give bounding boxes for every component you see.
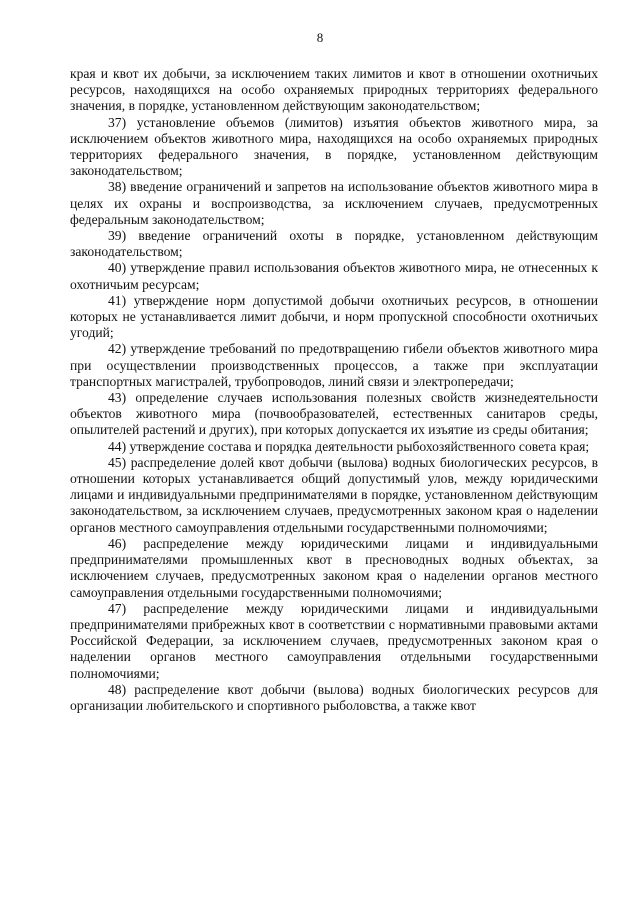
- document-body: [70, 66, 598, 714]
- paragraph-item-46: 46) распределение между юридическими лицами и индивидуальными предпринимателями промышленных квот в пресноводных водных объектах, за исключением случаев, предусмотренных законом края о наделении органов местного самоуправления отдельными государственными полномочиями;: [70, 535, 598, 600]
- paragraph-item-47: 47) распределение между юридическими лицами и индивидуальными предпринимателями прибрежных квот в соответствии с нормативными правовыми актами Российской Федерации, за исключением случаев, предусмотренных законом края о наделении органов местного самоуправления отдельными государственными полномочиями;: [70, 600, 598, 681]
- paragraph-item-41: 41) утверждение норм допустимой добычи охотничьих ресурсов, в отношении которых не устанавливается лимит добычи, и норм пропускной способности охотничьих угодий;: [70, 292, 598, 341]
- paragraph-item-42: 42) утверждение требований по предотвращению гибели объектов животного мира при осуществлении производственных процессов, а также при эксплуатации транспортных магистралей, трубопроводов, линий связи и электропередачи;: [70, 341, 598, 389]
- paragraph-item-38: 38) введение ограничений и запретов на использование объектов животного мира в целях их охраны и воспроизводства, за исключением случаев, предусмотренных федеральным законодательством;: [70, 179, 598, 227]
- paragraph-continuation: края и квот их добычи, за исключением таких лимитов и квот в отношении охотничьих ресурсов, находящихся на особо охраняемых природных территориях федерального значения, в порядке, установленном действующим законодательством;: [70, 66, 598, 114]
- paragraph-item-48: 48) распределение квот добычи (вылова) водных биологических ресурсов для организации любительского и спортивного рыболовства, а также квот: [70, 681, 598, 713]
- paragraph-item-43: 43) определение случаев использования полезных свойств жизнедеятельности объектов животного мира (почвообразователей, естественных санитаров среды, опылителей растений и других), при которых допускается их изъятие из среды обитания;: [70, 390, 598, 438]
- page-number: 8: [316, 30, 324, 45]
- paragraph-item-39: 39) введение ограничений охоты в порядке, установленном действующим законодательством;: [70, 228, 598, 260]
- paragraph-item-44: 44) утверждение состава и порядка деятельности рыбохозяйственного совета края;: [108, 438, 590, 454]
- paragraph-item-40: 40) утверждение правил использования объектов животного мира, не отнесенных к охотничьим ресурсам;: [70, 260, 598, 292]
- paragraph-item-37: 37) установление объемов (лимитов) изъятия объектов животного мира, за исключением объектов животного мира, находящихся на особо охраняемых природных территориях федерального значения, в порядке, установленном действующим законодательством;: [70, 114, 598, 179]
- paragraph-item-45: 45) распределение долей квот добычи (вылова) водных биологических ресурсов, в отношении которых устанавливается общий допустимый улов, между юридическими лицами и индивидуальными предпринимателями в порядке, установленном действующим законодательством, за исключением случаев, предусмотренных законом края о наделении органов местного самоуправления отдельными государственными полномочиями;: [70, 454, 598, 535]
